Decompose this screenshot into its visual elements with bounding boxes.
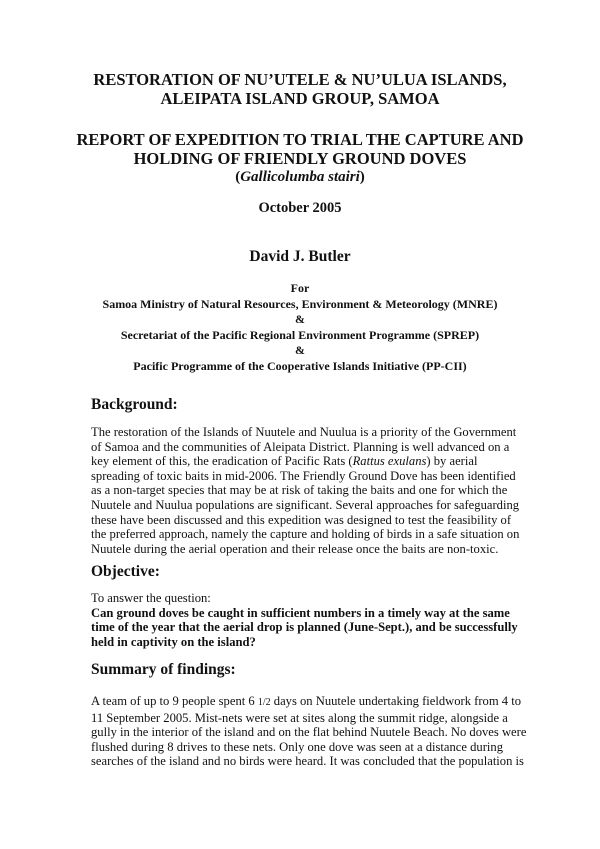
org-mnre: Samoa Ministry of Natural Resources, Environment & Meteorology (MNRE) (102, 296, 498, 311)
rattus-exulans: Rattus exulans (352, 454, 427, 469)
background-heading: Background: (91, 396, 178, 413)
org-sprep: Secretariat of the Pacific Regional Environment Programme (SPREP) (120, 327, 480, 342)
title-line-2: ALEIPATA ISLAND GROUP, SAMOA (160, 89, 440, 108)
species-italic: Gallicolumba stairi (240, 169, 360, 185)
objective-question: Can ground doves be caught in sufficient numbers in a timely way at the same (91, 605, 510, 620)
prepared-for-block (0, 281, 600, 374)
objective-heading: Objective: (91, 563, 160, 580)
species-name: (Gallicolumba stairi) (235, 169, 365, 185)
org-ppcii: Pacific Programme of the Cooperative Islands Initiative (PP-CII) (133, 358, 467, 373)
subtitle-line-1: REPORT OF EXPEDITION TO TRIAL THE CAPTURE AND (76, 130, 524, 149)
report-date: October 2005 (258, 200, 342, 216)
report-title (0, 70, 600, 108)
title-line-1: RESTORATION OF NU’UTELE & NU’ULUA ISLANDS, (93, 70, 507, 89)
summary-paragraph: A team of up to 9 people spent 6 1/2 days on Nuutele undertaking fieldwork from 4 to 11 September 2005. Mist-nets were set at sites along the summit ridge, alongside a gully in the interior of the island and on the flat behind Nuutele Beach. No doves were flushed during 8 drives to these nets. Only one dove was seen at a distance during searches of the island and no birds were heard. It was concluded that the population is (91, 694, 527, 769)
fraction-half: 1/2 (257, 697, 271, 708)
for-label: For (290, 281, 310, 295)
ampersand-1: & (295, 312, 305, 326)
report-author: David J. Butler (249, 248, 351, 265)
objective-paragraph: To answer the question: Can ground doves be caught in sufficient numbers in a timely way at the same time of the year that the aerial drop is planned (June-Sept.), and be successfully held in captivity on the island? (91, 591, 521, 649)
subtitle-line-2: HOLDING OF FRIENDLY GROUND DOVES (133, 149, 467, 168)
ampersand-2: & (295, 343, 305, 357)
report-subtitle (0, 130, 600, 187)
summary-heading: Summary of findings: (91, 661, 236, 678)
background-paragraph: The restoration of the Islands of Nuutele and Nuulua is a priority of the Government of Samoa and the communities of Aleipata District. Planning is well advanced on a key element of this, the eradication of Pacific Rats (Rattus exulans) by aerial spreading of toxic baits in mid-2006. The Friendly Ground Dove has been identified as a non-target species that may be at risk of taking the baits and one for which the Nuutele and Nuulua populations are significant. Several approaches for safeguarding these have been discussed and this expedition was designed to test the feasibility of the preferred approach, namely the capture and holding of birds in a safe situation on Nuutele during the aerial operation and their release once the baits are non-toxic. (91, 425, 520, 556)
